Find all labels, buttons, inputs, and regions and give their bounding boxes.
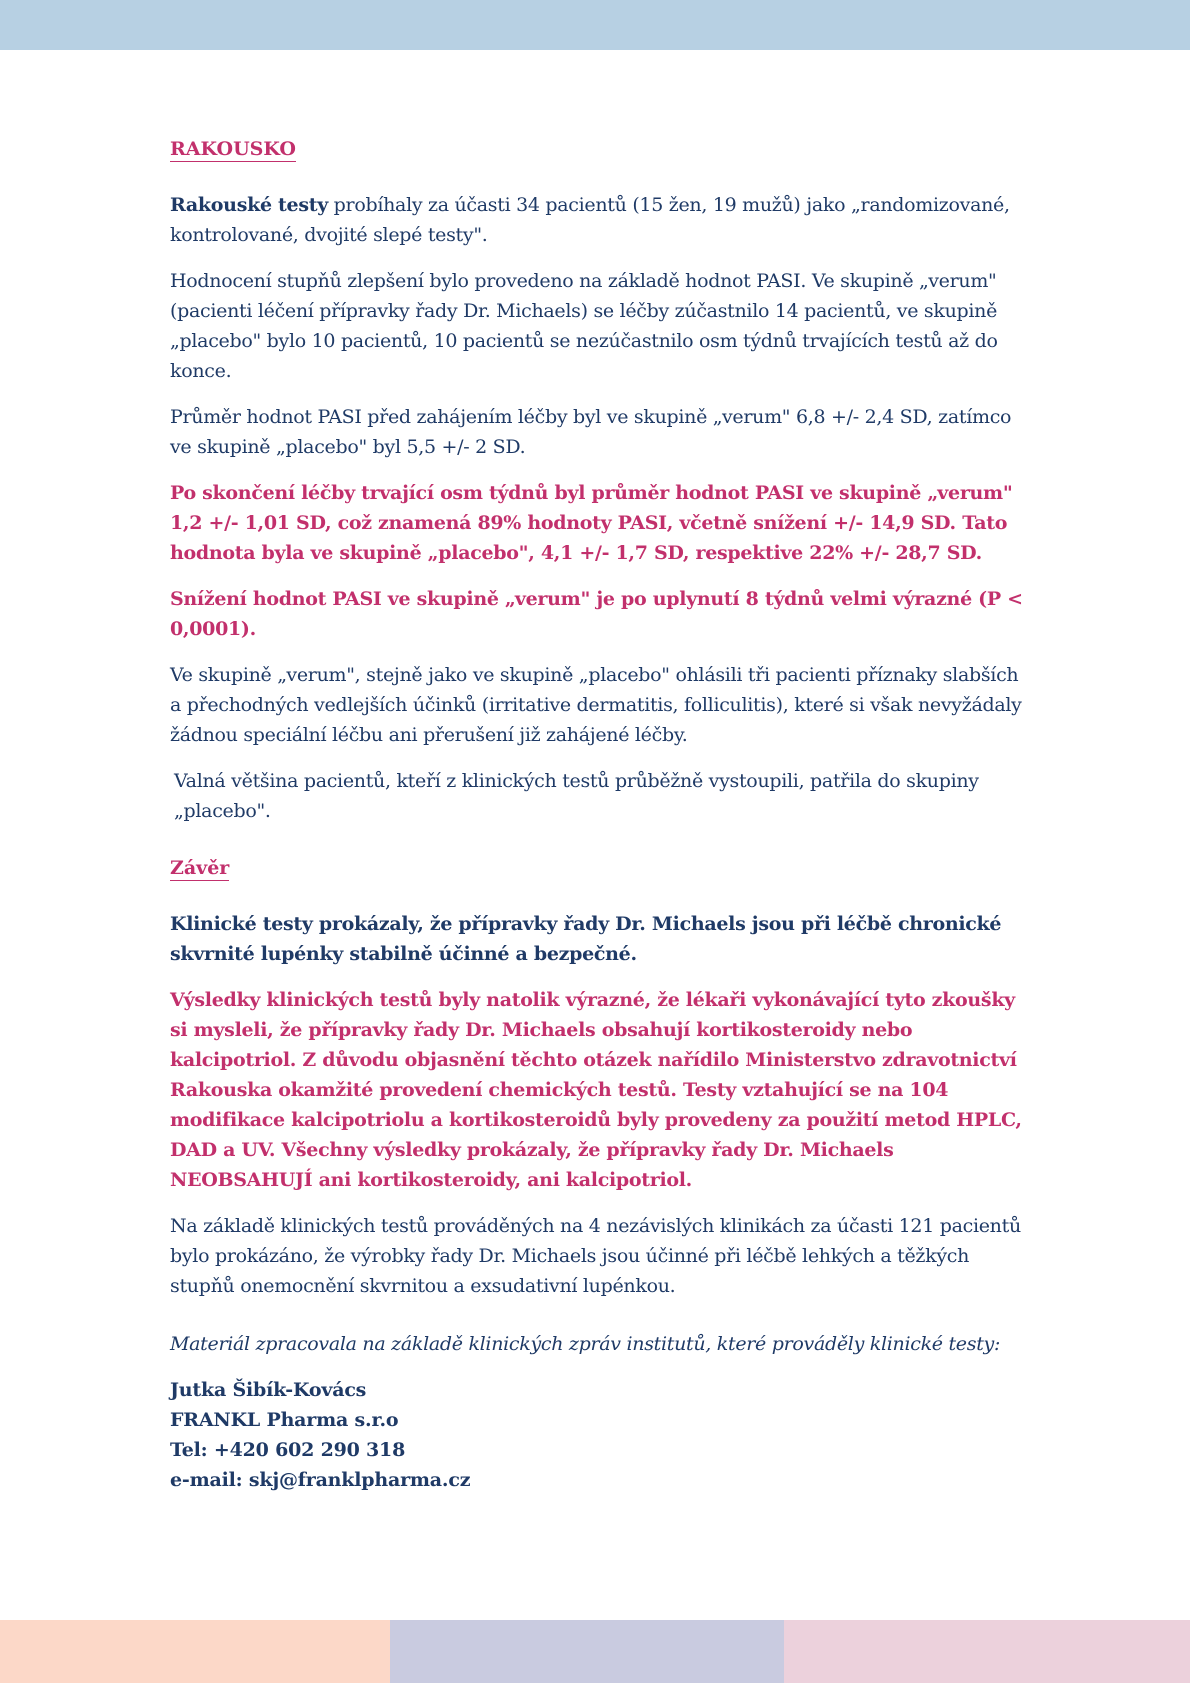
paragraph-chemical-tests: Výsledky klinických testů byly natolik výrazné, že lékaři vykonávající tyto zkoušky si mysleli, že přípravky řady Dr. Michaels obsahují kortikosteroidy nebo kalcipotriol. Z důvodu objasnění těchto otázek nařídilo Ministerstvo zdravotnictví Rakouska okamžité provedení chemických testů. Testy vztahující se na 104 modifikace kalcipotriolu a kortikosteroidů byly provedeny za použití metod HPLC, DAD a UV. Všechny výsledky prokázaly, že přípravky řady Dr. Michaels NEOBSAHUJÍ ani kortikosteroidy, ani kalcipotriol. xyxy=(170,989,1022,1191)
bottom-bar-peach-segment xyxy=(0,1620,390,1683)
signature-company: FRANKL Pharma s.r.o xyxy=(170,1409,399,1431)
signature-phone: Tel: +420 602 290 318 xyxy=(170,1439,406,1461)
paragraph-clinics: Na základě klinických testů prováděných na 4 nezávislých klinikách za účasti 121 pacientů bylo prokázáno, že výrobky řady Dr. Michaels jsou účinné při léčbě lehkých a těžkých stupňů onemocnění skvrnitou a exsudativní lupénkou. xyxy=(170,1215,1021,1297)
document-body xyxy=(170,137,1030,1495)
bottom-bar-pink-segment xyxy=(784,1620,1190,1683)
section-heading-rakousko: RAKOUSKO xyxy=(170,138,296,160)
paragraph-dropouts: Valná většina pacientů, kteří z klinických testů průběžně vystoupili, patřila do skupiny „placebo". xyxy=(174,770,979,822)
paragraph-side-effects: Ve skupině „verum", stejně jako ve skupině „placebo" ohlásili tři pacienti příznaky slabších a přechodných vedlejších účinků (irritative dermatitis, folliculitis), které si však nevyžádaly žádnou speciální léčbu ani přerušení již zahájené léčby. xyxy=(170,664,1022,746)
bottom-decorative-bar xyxy=(0,1620,1190,1683)
intro-text: probíhaly za účasti 34 pacientů (15 žen, 19 mužů) jako „randomizované, kontrolované, dvojité slepé testy". xyxy=(170,194,1010,246)
signature-email: e-mail: skj@franklpharma.cz xyxy=(170,1469,471,1491)
paragraph-intro xyxy=(170,190,1030,250)
paragraph-conclusion: Klinické testy prokázaly, že přípravky řady Dr. Michaels jsou při léčbě chronické skvrnité lupénky stabilně účinné a bezpečné. xyxy=(170,913,1002,965)
paragraph-pasi-after: Po skončení léčby trvající osm týdnů byl průměr hodnot PASI ve skupině „verum" 1,2 +/- 1,01 SD, což znamená 89% hodnoty PASI, včetně snížení +/- 14,9 SD. Tato hodnota byla ve skupině „placebo", 4,1 +/- 1,7 SD, respektive 22% +/- 28,7 SD. xyxy=(170,482,1013,564)
bottom-bar-lavender-segment xyxy=(390,1620,784,1683)
top-decorative-bar xyxy=(0,0,1190,50)
section-heading-zaver: Závěr xyxy=(170,857,230,879)
bold-lead: Rakouské testy xyxy=(170,194,328,216)
signature-name: Jutka Šibík-Kovács xyxy=(170,1379,367,1401)
paragraph-pasi-reduction: Snížení hodnot PASI ve skupině „verum" je po uplynutí 8 týdnů velmi výrazné (P < 0,0001). xyxy=(170,588,1023,640)
paragraph-pasi-before: Průměr hodnot PASI před zahájením léčby byl ve skupině „verum" 6,8 +/- 2,4 SD, zatímco ve skupině „placebo" byl 5,5 +/- 2 SD. xyxy=(170,406,1012,458)
paragraph-credit: Materiál zpracovala na základě klinických zpráv institutů, které prováděly klinické testy: xyxy=(170,1333,1001,1355)
paragraph-evaluation: Hodnocení stupňů zlepšení bylo provedeno na základě hodnot PASI. Ve skupině „verum" (pacienti léčení přípravky řady Dr. Michaels) se léčby zúčastnilo 14 pacientů, ve skupině „placebo" bylo 10 pacientů, 10 pacientů se nezúčastnilo osm týdnů trvajících testů až do konce. xyxy=(170,270,998,382)
